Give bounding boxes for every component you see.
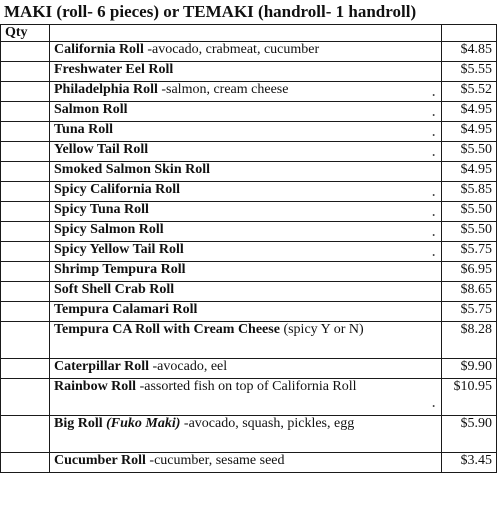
table-row — [1, 302, 497, 322]
qty-cell[interactable] — [1, 82, 50, 102]
menu-section-title: MAKI (roll- 6 pieces) or TEMAKI (handroll- 1 handroll) — [4, 2, 417, 21]
qty-cell[interactable] — [1, 202, 50, 222]
qty-cell[interactable] — [1, 262, 50, 282]
item-price: $5.75 — [442, 242, 497, 262]
scan-dot: • — [432, 191, 435, 200]
item-description: (spicy Y or N) — [279, 322, 364, 337]
item-price: $6.95 — [442, 262, 497, 282]
qty-header: Qty — [1, 25, 50, 42]
item-name: Rainbow Roll — [54, 379, 137, 394]
qty-cell[interactable] — [1, 122, 50, 142]
table-row — [1, 379, 497, 416]
item-alt-name: (Fuko Maki) — [106, 416, 181, 431]
table-row — [1, 222, 497, 242]
scan-dot: • — [432, 151, 435, 160]
item-name: Caterpillar Roll — [54, 359, 150, 374]
qty-cell[interactable] — [1, 453, 50, 473]
table-row — [1, 202, 497, 222]
table-row — [1, 142, 497, 162]
item-price: $5.50 — [442, 202, 497, 222]
item-price: $5.75 — [442, 302, 497, 322]
item-description: -cucumber, sesame seed — [145, 453, 285, 468]
item-price: $4.95 — [442, 122, 497, 142]
qty-cell[interactable] — [1, 42, 50, 62]
scan-dot: • — [432, 111, 435, 120]
item-price: $9.90 — [442, 359, 497, 379]
item-price: $5.50 — [442, 222, 497, 242]
item-description: -assorted fish on top of California Roll — [136, 379, 357, 394]
scan-dot: • — [432, 402, 435, 411]
qty-cell[interactable] — [1, 142, 50, 162]
menu-table — [0, 24, 497, 473]
table-row — [1, 162, 497, 182]
qty-cell[interactable] — [1, 282, 50, 302]
item-price: $10.95 — [442, 379, 497, 416]
table-row — [1, 82, 497, 102]
item-name: Tuna Roll — [54, 122, 114, 137]
scan-dot: • — [432, 91, 435, 100]
qty-cell[interactable] — [1, 242, 50, 262]
qty-cell[interactable] — [1, 359, 50, 379]
table-row — [1, 322, 497, 359]
qty-cell[interactable] — [1, 302, 50, 322]
item-name: Spicy California Roll — [54, 182, 181, 197]
table-row — [1, 242, 497, 262]
item-price: $4.85 — [442, 42, 497, 62]
item-description: -salmon, cream cheese — [157, 82, 289, 97]
item-name: Cucumber Roll — [54, 453, 146, 468]
qty-cell[interactable] — [1, 322, 50, 359]
item-price: $4.95 — [442, 162, 497, 182]
table-row — [1, 62, 497, 82]
item-name: Salmon Roll — [54, 102, 128, 117]
table-header-row — [1, 25, 497, 42]
table-row — [1, 102, 497, 122]
item-name: Spicy Salmon Roll — [54, 222, 164, 237]
item-name: Smoked Salmon Skin Roll — [54, 162, 210, 177]
item-description: -avocado, eel — [149, 359, 228, 374]
item-name: Tempura Calamari Roll — [54, 302, 198, 317]
scan-dot: • — [432, 251, 435, 260]
item-price: $5.50 — [442, 142, 497, 162]
qty-cell[interactable] — [1, 379, 50, 416]
item-name: Spicy Tuna Roll — [54, 202, 149, 217]
table-row — [1, 359, 497, 379]
item-price: $8.28 — [442, 322, 497, 359]
table-row — [1, 453, 497, 473]
table-row — [1, 122, 497, 142]
scan-dot: • — [432, 231, 435, 240]
item-name: Big Roll — [54, 416, 103, 431]
qty-cell[interactable] — [1, 182, 50, 202]
table-row — [1, 282, 497, 302]
table-row — [1, 182, 497, 202]
item-name: Tempura CA Roll with Cream Cheese — [54, 322, 280, 337]
item-name: California Roll — [54, 42, 144, 57]
item-name: Yellow Tail Roll — [54, 142, 149, 157]
item-price: $4.95 — [442, 102, 497, 122]
table-row — [1, 262, 497, 282]
item-name: Spicy Yellow Tail Roll — [54, 242, 184, 257]
table-row — [1, 416, 497, 453]
item-description: -avocado, crabmeat, cucumber — [143, 42, 320, 57]
scan-dot: • — [432, 211, 435, 220]
item-price: $3.45 — [442, 453, 497, 473]
item-name: Shrimp Tempura Roll — [54, 262, 186, 277]
qty-cell[interactable] — [1, 416, 50, 453]
qty-cell[interactable] — [1, 62, 50, 82]
scan-dot: • — [432, 131, 435, 140]
item-price: $5.52 — [442, 82, 497, 102]
item-name: Philadelphia Roll — [54, 82, 158, 97]
qty-cell[interactable] — [1, 162, 50, 182]
item-name: Soft Shell Crab Roll — [54, 282, 175, 297]
qty-cell[interactable] — [1, 222, 50, 242]
item-price: $5.55 — [442, 62, 497, 82]
item-price: $5.90 — [442, 416, 497, 453]
table-row — [1, 42, 497, 62]
item-price: $8.65 — [442, 282, 497, 302]
qty-cell[interactable] — [1, 102, 50, 122]
item-description: -avocado, squash, pickles, egg — [180, 416, 355, 431]
item-price: $5.85 — [442, 182, 497, 202]
item-name: Freshwater Eel Roll — [54, 62, 174, 77]
